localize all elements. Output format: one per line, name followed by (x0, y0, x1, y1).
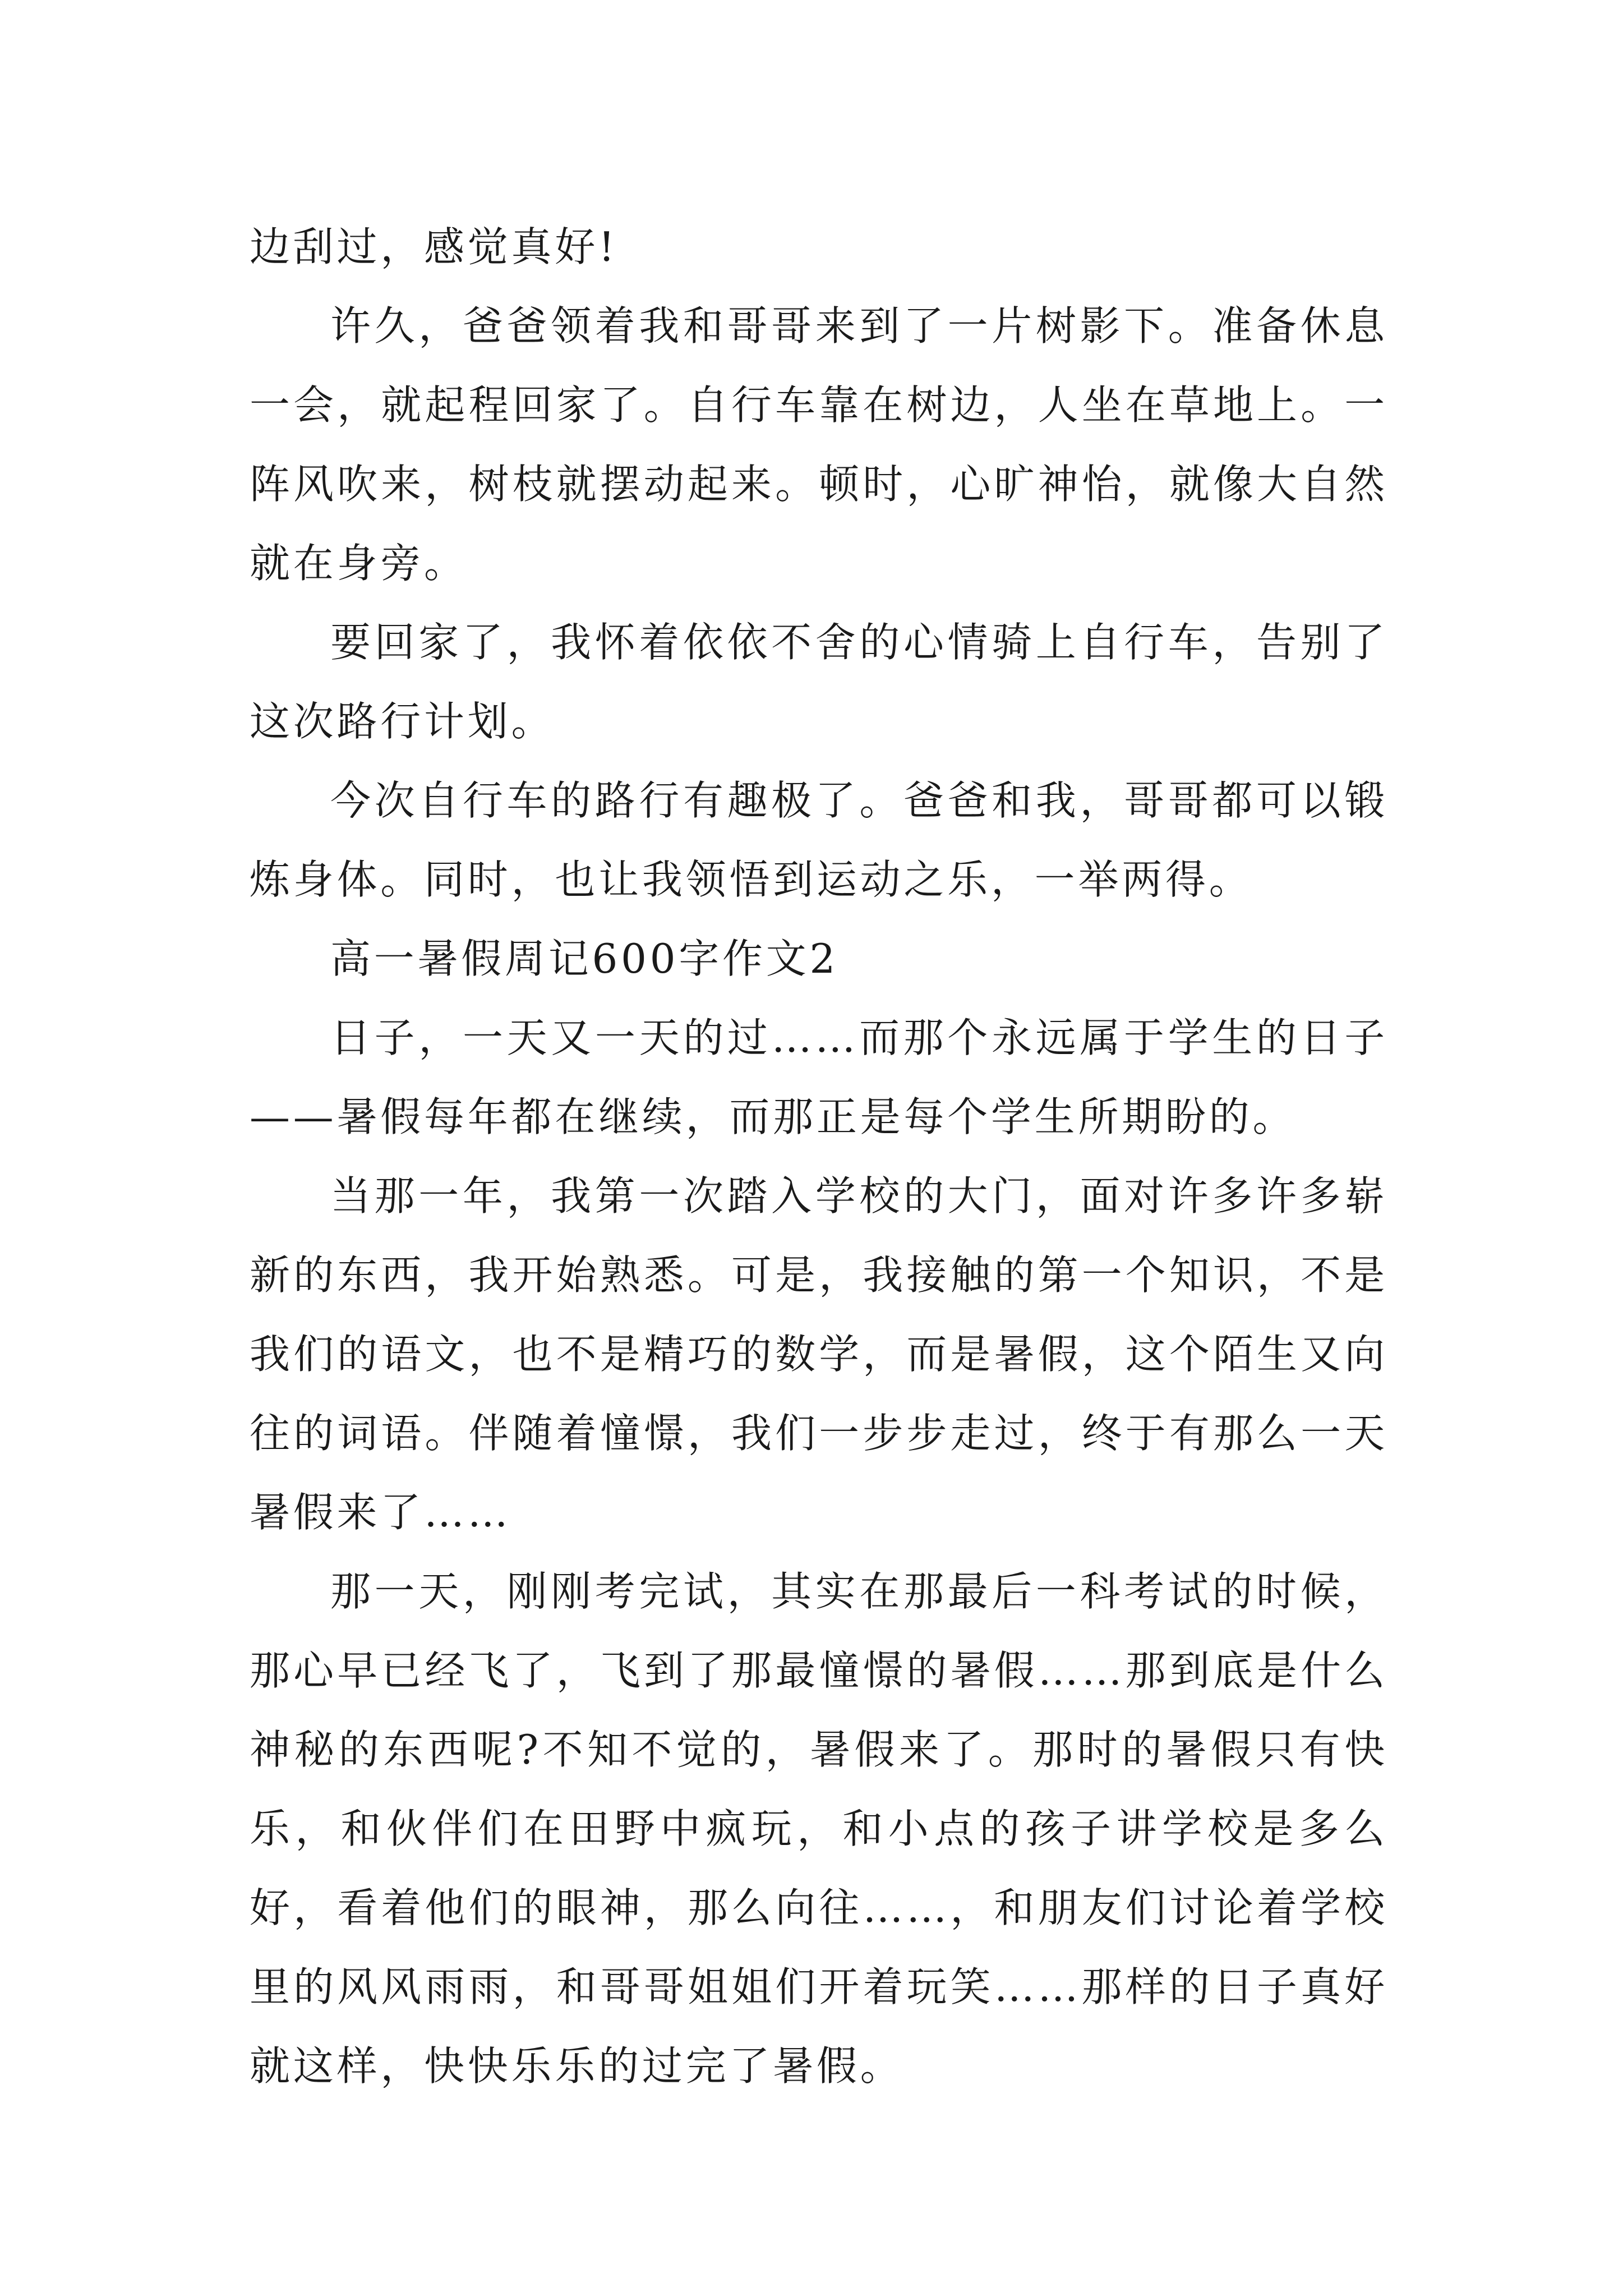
paragraph-7: 那一天，刚刚考完试，其实在那最后一科考试的时候，那心早已经飞了，飞到了那最憧憬的暑假……那到底是什么神秘的东西呢?不知不觉的，暑假来了。那时的暑假只有快乐，和伙伴们在田野中疯玩，和小点的孩子讲学校是多么好，看着他们的眼神，那么向往……，和朋友们讨论着学校里的风风雨雨，和哥哥姐姐们开着玩笑……那样的日子真好就这样，快快乐乐的过完了暑假。 (250, 1568, 1388, 2090)
paragraph-5: 日子，一天又一天的过……而那个永远属于学生的日子——暑假每年都在继续，而那正是每个学生所期盼的。 (250, 1014, 1388, 1140)
paragraph-4: 今次自行车的路行有趣极了。爸爸和我，哥哥都可以锻炼身体。同时，也让我领悟到运动之乐，一举两得。 (250, 777, 1388, 903)
paragraph-6: 当那一年，我第一次踏入学校的大门，面对许多许多崭新的东西，我开始熟悉。可是，我接触的第一个知识，不是我们的语文，也不是精巧的数学，而是暑假，这个陌生又向往的词语。伴随着憧憬，我们一步步走过，终于有那么一天暑假来了…… (250, 1172, 1388, 1536)
paragraph-3: 要回家了，我怀着依依不舍的心情骑上自行车，告别了这次路行计划。 (250, 619, 1388, 745)
paragraph-2: 许久，爸爸领着我和哥哥来到了一片树影下。准备休息一会，就起程回家了。自行车靠在树边，人坐在草地上。一阵风吹来，树枝就摆动起来。顿时，心旷神怡，就像大自然就在身旁。 (250, 302, 1388, 587)
section-heading: 高一暑假周记600字作文2 (330, 935, 839, 982)
paragraph-1: 边刮过，感觉真好! (250, 223, 618, 270)
document-body (250, 208, 1388, 2106)
